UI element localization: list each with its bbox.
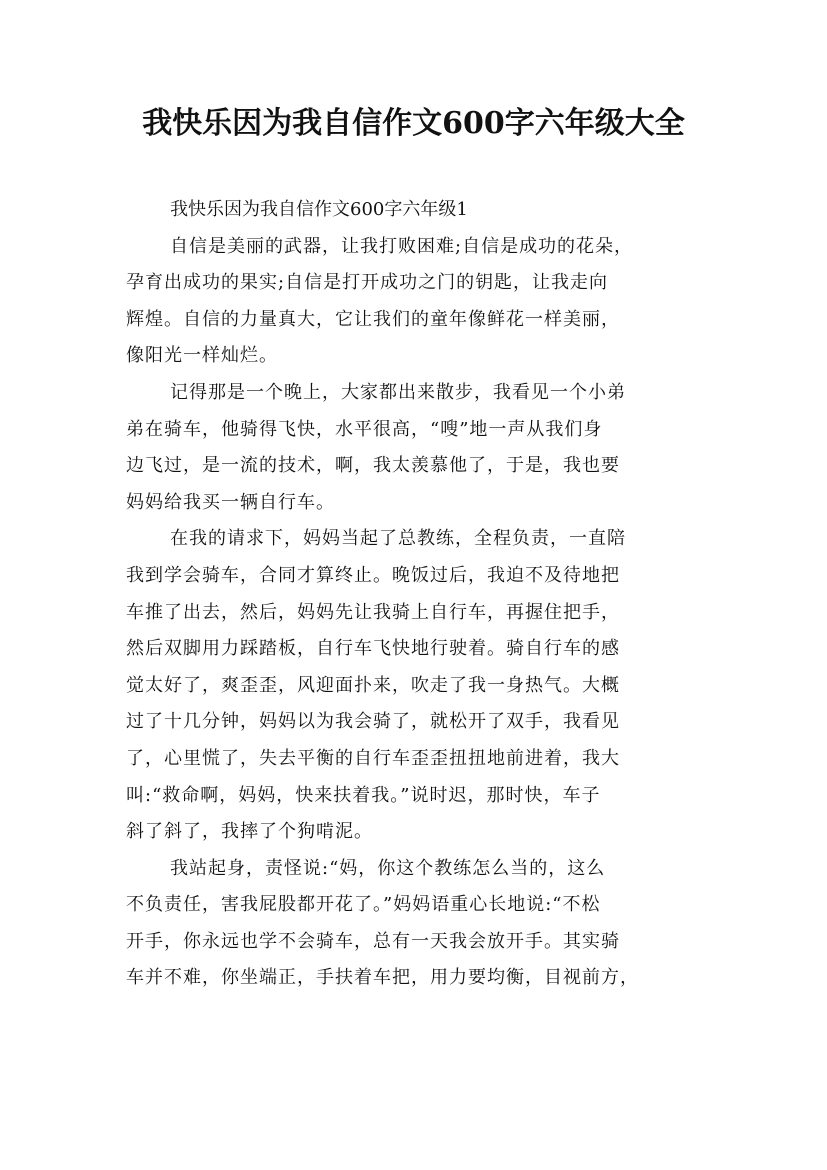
text-line: 孕育出成功的果实;自信是打开成功之门的钥匙，让我走向	[126, 272, 609, 294]
section-heading: 我快乐因为我自信作文600字六年级1	[170, 199, 468, 220]
paragraph-3	[126, 521, 706, 850]
text-line: 妈妈给我买一辆自行车。	[126, 491, 335, 513]
text-line: 不负责任，害我屁股都开花了。”妈妈语重心长地说:“不松	[126, 894, 601, 916]
text-line: 然后双脚用力踩踏板，自行车飞快地行驶着。骑自行车的感	[126, 638, 620, 660]
paragraph-4	[126, 851, 706, 997]
text-line: 弟在骑车，他骑得飞快，水平很高，“嗖”地一声从我们身	[126, 418, 603, 440]
text-line: 过了十几分钟，妈妈以为我会骑了，就松开了双手，我看见	[126, 711, 620, 733]
text-line: 了，心里慌了，失去平衡的自行车歪歪扭扭地前进着，我大	[126, 747, 620, 769]
text-line: 车并不难，你坐端正，手扶着车把，用力要均衡，目视前方，	[126, 967, 639, 989]
text-line: 辉煌。自信的力量真大，它让我们的童年像鲜花一样美丽，	[126, 308, 620, 330]
text-line: 开手，你永远也学不会骑车，总有一天我会放开手。其实骑	[126, 930, 620, 952]
text-line: 觉太好了，爽歪歪，风迎面扑来，吹走了我一身热气。大概	[126, 674, 620, 696]
text-line: 车推了出去，然后，妈妈先让我骑上自行车，再握住把手，	[126, 601, 620, 623]
text-line: 斜了斜了，我摔了个狗啃泥。	[126, 821, 373, 843]
document-body	[126, 192, 706, 997]
text-line: 边飞过，是一流的技术，啊，我太羡慕他了，于是，我也要	[126, 455, 620, 477]
paragraph-2	[126, 375, 706, 521]
paragraph-1	[126, 229, 706, 375]
text-line: 像阳光一样灿烂。	[126, 345, 278, 367]
text-line: 我到学会骑车，合同才算终止。晚饭过后，我迫不及待地把	[126, 564, 620, 586]
text-line: 叫:“救命啊，妈妈，快来扶着我。”说时迟，那时快，车子	[126, 784, 601, 806]
text-line: 自信是美丽的武器，让我打败困难;自信是成功的花朵，	[170, 235, 634, 257]
text-line: 记得那是一个晚上，大家都出来散步，我看见一个小弟	[170, 381, 626, 403]
text-line: 我站起身，责怪说:“妈，你这个教练怎么当的，这么	[170, 857, 606, 879]
document-title: 我快乐因为我自信作文600字六年级大全	[142, 106, 685, 141]
text-line: 在我的请求下，妈妈当起了总教练，全程负责，一直陪	[170, 528, 626, 550]
